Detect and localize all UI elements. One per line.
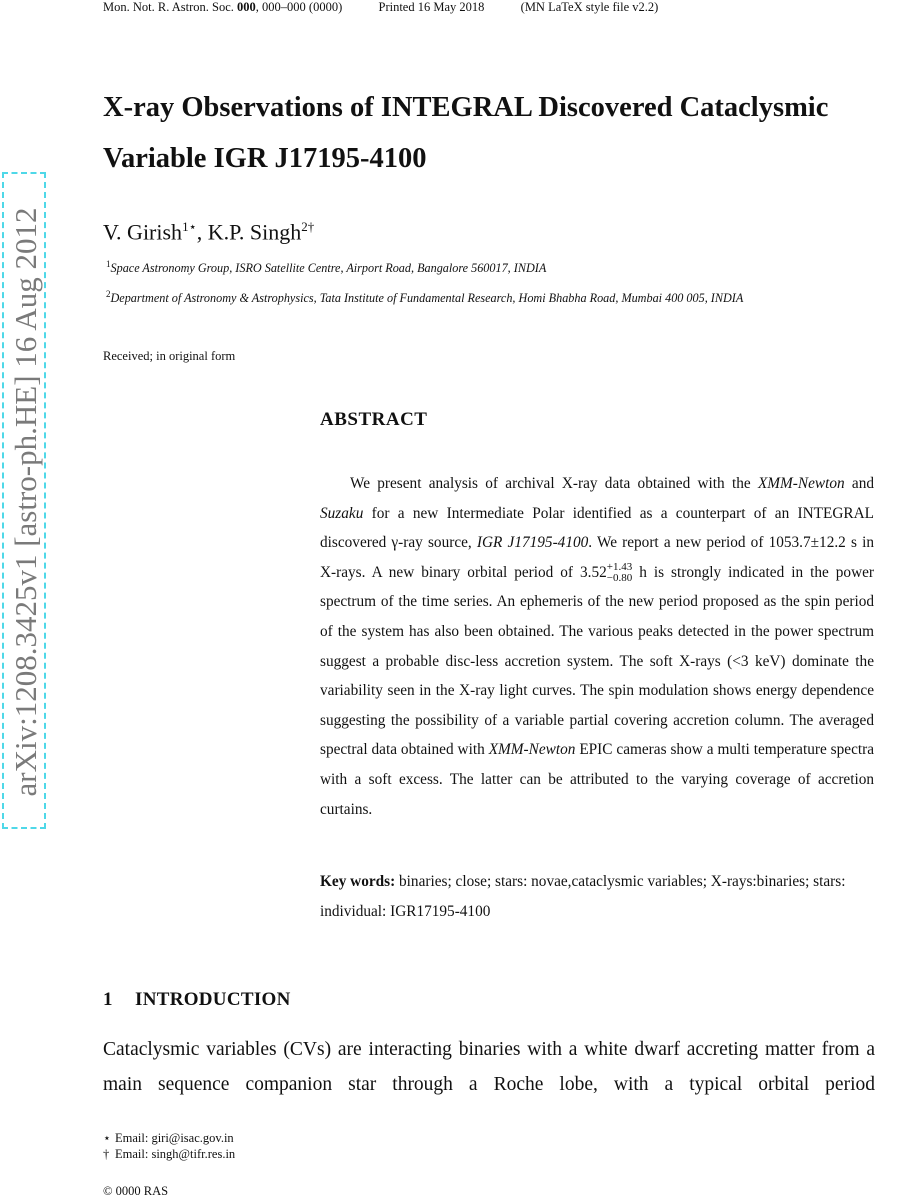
affiliation-2: $^2$Department of Astronomy & Astrophysics, Tata Institute of Fundamental Research, Homi Bhabha Road, Mumbai 400 005, INDIA bbox=[106, 289, 744, 306]
footnote-2: † Email: singh@tifr.res.in bbox=[103, 1147, 236, 1161]
keywords bbox=[320, 867, 886, 926]
abstract-text: We present analysis of archival X-ray data obtained with the XMM-Newton and Suzaku for a new Intermediate Polar identified as a counterpart of an INTEGRAL discovered γ-ray source, IGR J17195-4100. We report a new period of 1053.7±12.2 s in X-rays. A new binary orbital period of 3.52 +1.43 −0.80 h is strongly indicated in the power spectrum of the time series. An ephemeris of the new period proposed as the spin period of the system has also been obtained. The various peaks detected in the power spectrum suggest a probable disc-less accretion system. The soft X-rays (<3 keV) dominate the variability seen in the X-ray light curves. The spin modulation shows energy dependence suggesting the possibility of a variable partial covering accretion column. The averaged spectral data obtained with XMM-Newton EPIC cameras show a multi temperature spectra with a soft excess. The latter can be attributed to the varying coverage of accretion curtains. bbox=[320, 475, 874, 818]
journal-volume: 000 bbox=[237, 0, 256, 14]
intro-paragraph: Cataclysmic variables (CVs) are interacting binaries with a white dwarf accreting matter from a main sequence companion star through a Roche lobe, with a typical orbital period bbox=[103, 1039, 875, 1095]
author-mark: 1⋆ bbox=[182, 219, 197, 234]
paper-title: X-ray Observations of INTEGRAL Discovered Cataclysmic Variable IGR J17195-4100 bbox=[103, 92, 829, 174]
printed-date: Printed 16 May 2018 bbox=[378, 0, 485, 14]
keywords-text: binaries; close; stars: novae,cataclysmic variables; X-rays:binaries; stars: individual: IGR17195-4100 bbox=[320, 873, 846, 920]
author-name: K.P. Singh bbox=[207, 219, 302, 245]
journal-pages: , 000–000 (0000) bbox=[255, 0, 343, 14]
received-line: Received; in original form bbox=[103, 349, 236, 363]
arxiv-id[interactable]: arXiv:1208.3425v1 [astro-ph.HE] 16 Aug 2012 bbox=[8, 207, 43, 797]
footnote-1: ⋆ Email: giri@isac.gov.in bbox=[103, 1131, 234, 1145]
journal-name: Mon. Not. R. Astron. Soc. bbox=[103, 0, 234, 14]
section-title: INTRODUCTION bbox=[135, 989, 291, 1010]
affiliation-1: $^1$Space Astronomy Group, ISRO Satellite Centre, Airport Road, Bangalore 560017, INDIA bbox=[106, 259, 547, 276]
copyright: © 0000 RAS bbox=[103, 1184, 169, 1198]
section-number: 1 bbox=[103, 989, 113, 1010]
section-heading bbox=[103, 989, 291, 1011]
author-mark: 2† bbox=[301, 219, 315, 234]
arxiv-stamp[interactable] bbox=[2, 172, 46, 829]
abstract-heading: ABSTRACT bbox=[320, 409, 428, 430]
author-list: V. Girish$^{1⋆}$, K.P. Singh$^{2\dagger}$ bbox=[103, 219, 315, 245]
style-file: (MN LaTeX style file v2.2) bbox=[520, 0, 659, 14]
running-header bbox=[103, 0, 658, 15]
keywords-label: Key words: bbox=[320, 873, 396, 890]
author-name: V. Girish bbox=[103, 219, 183, 245]
